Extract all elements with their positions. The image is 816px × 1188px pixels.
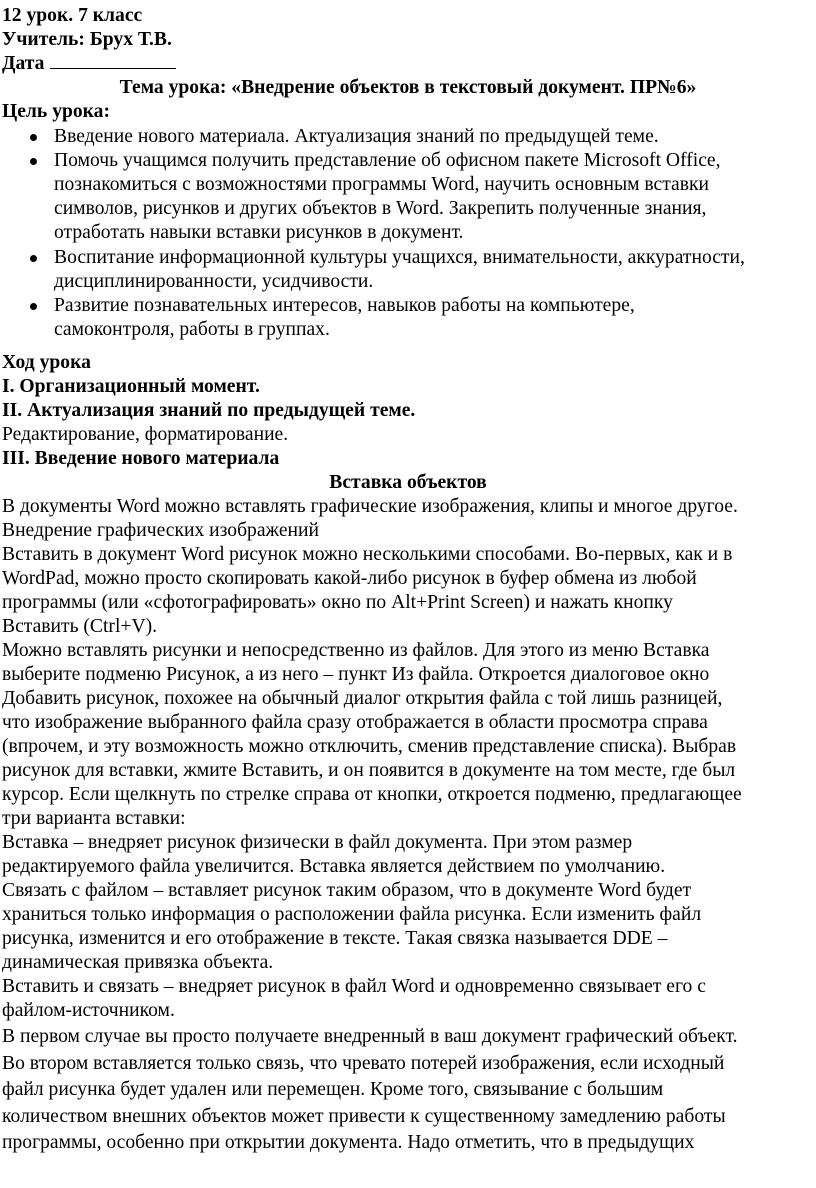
body-line: Внедрение графических изображений: [2, 520, 319, 541]
body-line: редактируемого файла увеличится. Вставка является действием по умолчанию.: [2, 856, 666, 877]
body-line: В документы Word можно вставлять графические изображения, клипы и многое другое.: [2, 496, 738, 517]
goal-item-line: дисциплинированности, усидчивости.: [54, 271, 374, 292]
step-organizational: I. Организационный момент.: [2, 376, 260, 397]
body-line: Во втором вставляется только связь, что чревато потерей изображения, если исходный: [2, 1052, 725, 1074]
body-line: Связать с файлом – вставляет рисунок таким образом, что в документе Word будет: [2, 880, 692, 901]
bullet-icon: [30, 303, 37, 310]
bullet-icon: [30, 134, 37, 141]
body-line: программы (или «сфотографировать» окно по Alt+Print Screen) и нажать кнопку: [2, 592, 673, 613]
goal-item-line: Введение нового материала. Актуализация знаний по предыдущей теме.: [54, 126, 659, 147]
goal-item-line: Воспитание информационной культуры учащихся, внимательности, аккуратности,: [54, 247, 745, 268]
date-label: Дата: [2, 53, 45, 74]
bullet-icon: [30, 158, 37, 165]
body-line: количеством внешних объектов может привести к существенному замедлению работы: [2, 1105, 726, 1127]
date-blank: [50, 52, 176, 69]
step-review: II. Актуализация знаний по предыдущей теме.: [2, 400, 416, 421]
body-line: Вставка – внедряет рисунок физически в файл документа. При этом размер: [2, 832, 633, 853]
goal-item-line: самоконтроля, работы в группах.: [54, 319, 330, 340]
lesson-line: 12 урок. 7 класс: [2, 5, 143, 26]
date-line: [2, 52, 176, 76]
body-line: WordPad, можно просто скопировать какой-либо рисунок в буфер обмена из любой: [2, 568, 697, 589]
goals-heading: Цель урока:: [2, 101, 110, 122]
body-line: Вставить в документ Word рисунок можно несколькими способами. Во-первых, как и в: [2, 544, 733, 565]
body-line: три варианта вставки:: [2, 808, 186, 829]
body-line: программы, особенно при открытии документа. Надо отметить, что в предыдущих: [2, 1132, 695, 1153]
goal-item-line: Развитие познавательных интересов, навыков работы на компьютере,: [54, 295, 635, 316]
goal-item-line: познакомиться с возможностями программы Word, научить основным вставки: [54, 174, 710, 195]
body-line: Добавить рисунок, похожее на обычный диалог открытия файла с той лишь разницей,: [2, 688, 723, 709]
body-line: рисунка, изменится и его отображение в тексте. Такая связка называется DDE –: [2, 928, 668, 949]
body-line: Вставить (Ctrl+V).: [2, 616, 158, 637]
body-line: динамическая привязка объекта.: [2, 952, 274, 973]
body-line: рисунок для вставки, жмите Вставить, и он появится в документе на том месте, где был: [2, 760, 736, 781]
goal-item-line: отработать навыки вставки рисунков в документ.: [54, 222, 464, 243]
body-line: Вставить и связать – внедряет рисунок в файл Word и одновременно связывает его с: [2, 976, 706, 997]
body-line: файл рисунка будет удален или перемещен. Кроме того, связывание с большим: [2, 1079, 664, 1100]
body-line: что изображение выбранного файла сразу отображается в области просмотра справа: [2, 712, 708, 733]
topic-title: Тема урока: «Внедрение объектов в текстовый документ. ПР№6»: [119, 77, 697, 98]
body-line: выберите подменю Рисунок, а из него – пункт Из файла. Откроется диалоговое окно: [2, 664, 710, 685]
bullet-icon: [30, 255, 37, 262]
body-line: курсор. Если щелкнуть по стрелке справа от кнопки, откроется подменю, предлагающее: [2, 784, 742, 805]
section-title: Вставка объектов: [329, 472, 487, 493]
body-line: храниться только информация о расположении файла рисунка. Если изменить файл: [2, 904, 702, 925]
body-line: файлом-источником.: [2, 1000, 175, 1021]
step-review-text: Редактирование, форматирование.: [2, 424, 289, 445]
body-line: Можно вставлять рисунки и непосредственно из файлов. Для этого из меню Вставка: [2, 640, 710, 661]
body-line: (впрочем, и эту возможность можно отключить, сменив представление списка). Выбрав: [2, 736, 737, 757]
teacher-line: Учитель: Брух Т.В.: [2, 29, 172, 50]
goal-item-line: Помочь учащимся получить представление об офисном пакете Microsoft Office,: [54, 150, 721, 171]
step-new-material: III. Введение нового материала: [2, 448, 280, 469]
body-line: В первом случае вы просто получаете внедренный в ваш документ графический объект.: [2, 1026, 738, 1047]
course-heading: Ход урока: [2, 352, 91, 373]
goal-item-line: символов, рисунков и других объектов в Word. Закрепить полученные знания,: [54, 198, 707, 219]
